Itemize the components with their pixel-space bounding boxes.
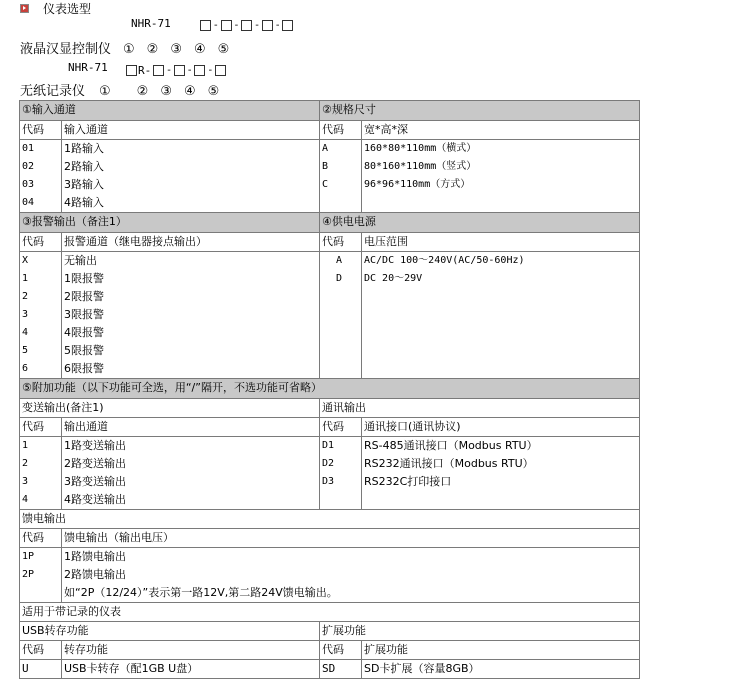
code: 2	[22, 458, 29, 469]
circle-5: ⑤	[207, 84, 220, 99]
input-descs	[62, 140, 320, 213]
comm-descs	[362, 437, 640, 510]
code-box	[215, 65, 226, 76]
code: 2P	[22, 569, 35, 580]
model1-code-boxes: - - - -	[200, 20, 293, 31]
desc-header: 扩展功能	[362, 641, 640, 660]
desc: 5限报警	[64, 344, 104, 357]
desc-header: 报警通道（继电器接点输出）	[62, 233, 320, 252]
size-codes	[320, 140, 362, 213]
desc: 1路馈电输出	[64, 550, 126, 563]
model1-prefix: NHR-71	[131, 17, 171, 30]
circle-5: ⑤	[217, 42, 230, 57]
code: 4	[22, 327, 29, 338]
code: 6	[22, 363, 29, 374]
section-size-title: ②规格尺寸	[320, 101, 640, 121]
desc: 3限报警	[64, 308, 104, 321]
model2-r-text: R-	[138, 64, 152, 77]
desc: 1路变送输出	[64, 439, 126, 452]
circle-2: ②	[136, 84, 149, 99]
section-power-title: ④供电电源	[320, 213, 640, 233]
desc-header: 电压范围	[362, 233, 640, 252]
code-header: 代码	[320, 233, 362, 252]
code: 2	[22, 291, 29, 302]
code-header: 代码	[20, 641, 62, 660]
usb-desc: USB卡转存（配1GB U盘）	[62, 660, 320, 679]
transmit-codes	[20, 437, 62, 510]
code-header: 代码	[20, 121, 62, 140]
desc: 3路变送输出	[64, 475, 126, 488]
alarm-descs	[62, 252, 320, 379]
desc: 4限报警	[64, 326, 104, 339]
code-box	[262, 20, 273, 31]
desc: AC/DC 100～240V(AC/50-60Hz)	[364, 255, 525, 266]
desc: 6限报警	[64, 362, 104, 375]
model1-label-row	[20, 38, 229, 57]
desc: 无输出	[64, 254, 97, 267]
desc-header: 宽*高*深	[362, 121, 640, 140]
code: 3	[22, 476, 29, 487]
model2-prefix: NHR-71	[68, 61, 108, 74]
bullet-arrow-icon	[20, 4, 29, 13]
model2-code-boxes: R- - - -	[126, 64, 226, 77]
desc: 160*80*110mm（横式）	[364, 143, 477, 154]
code-header: 代码	[320, 641, 362, 660]
desc: 4路变送输出	[64, 493, 126, 506]
code: D2	[322, 458, 335, 469]
code-box	[241, 20, 252, 31]
desc-header: 输入通道	[62, 121, 320, 140]
desc: RS232通讯接口（Modbus RTU）	[364, 457, 534, 470]
code-box	[194, 65, 205, 76]
model1-label: 液晶汉显控制仪	[20, 42, 112, 57]
ext-code: SD	[320, 660, 362, 679]
circle-4: ④	[183, 84, 196, 99]
code: C	[322, 179, 329, 190]
desc: RS232C打印接口	[364, 475, 452, 488]
transmit-descs	[62, 437, 320, 510]
size-descs	[362, 140, 640, 213]
recorder-title: 适用于带记录的仪表	[20, 603, 640, 622]
feed-codes	[20, 548, 62, 603]
page-title: 仪表选型	[43, 1, 92, 16]
usb-code: U	[20, 660, 62, 679]
desc-header: 通讯接口(通讯协议)	[362, 418, 640, 437]
transmit-title: 变送输出(备注1)	[20, 399, 320, 418]
ext-title: 扩展功能	[320, 622, 640, 641]
code: D	[336, 273, 343, 284]
power-codes	[320, 252, 362, 379]
desc: 2路馈电输出	[64, 568, 126, 581]
circle-3: ③	[160, 84, 172, 99]
code: 5	[22, 345, 29, 356]
model2-label-row	[20, 80, 219, 99]
code: 04	[22, 197, 35, 208]
feed-title: 馈电输出	[20, 510, 640, 529]
desc-header: 转存功能	[62, 641, 320, 660]
code: 3	[22, 309, 29, 320]
alarm-codes	[20, 252, 62, 379]
ext-desc: SD卡扩展（容量8GB）	[362, 660, 640, 679]
code: A	[322, 143, 329, 154]
model2-label: 无纸记录仪	[20, 84, 86, 99]
feed-note: 如“2P（12/24）”表示第一路12V,第二路24V馈电输出。	[64, 586, 338, 599]
desc: 3路输入	[64, 178, 104, 191]
desc: 1路输入	[64, 142, 104, 155]
section-alarm-title: ③报警输出（备注1）	[20, 213, 320, 233]
desc: 2限报警	[64, 290, 104, 303]
code: D3	[322, 476, 335, 487]
desc-header: 馈电输出（输出电压）	[62, 529, 640, 548]
desc: 4路输入	[64, 196, 104, 209]
circle-2: ②	[146, 42, 159, 57]
code-header: 代码	[20, 529, 62, 548]
code: A	[336, 255, 343, 266]
power-descs	[362, 252, 640, 379]
code-box	[174, 65, 185, 76]
code: 1P	[22, 551, 35, 562]
feed-descs	[62, 548, 640, 603]
comm-codes	[320, 437, 362, 510]
desc: 2路变送输出	[64, 457, 126, 470]
code: B	[322, 161, 329, 172]
code-box	[200, 20, 211, 31]
circle-3: ③	[170, 42, 182, 57]
code: D1	[322, 440, 335, 451]
code: 1	[22, 273, 29, 284]
desc: 1限报警	[64, 272, 104, 285]
desc: 2路输入	[64, 160, 104, 173]
input-codes	[20, 140, 62, 213]
title-row	[20, 1, 91, 15]
code-box	[282, 20, 293, 31]
code-box	[221, 20, 232, 31]
code: 02	[22, 161, 35, 172]
code-header: 代码	[320, 418, 362, 437]
code-box	[153, 65, 164, 76]
code: X	[22, 255, 29, 266]
section-input-channel-title: ①输入通道	[20, 101, 320, 121]
comm-title: 通讯输出	[320, 399, 640, 418]
desc: DC 20～29V	[364, 273, 423, 284]
circle-4: ④	[193, 42, 206, 57]
code: 03	[22, 179, 35, 190]
section-additional-title: ⑤附加功能（以下功能可全选，用“/”隔开，不选功能可省略）	[20, 379, 640, 399]
spec-table	[19, 100, 640, 679]
circle-1: ①	[123, 42, 135, 57]
desc: RS-485通讯接口（Modbus RTU）	[364, 439, 538, 452]
usb-title: USB转存功能	[20, 622, 320, 641]
desc: 80*160*110mm（竖式）	[364, 161, 477, 172]
circle-1: ①	[99, 84, 111, 99]
code: 01	[22, 143, 35, 154]
code: 1	[22, 440, 29, 451]
model-selection-header	[0, 0, 730, 100]
desc-header: 输出通道	[62, 418, 320, 437]
code-header: 代码	[320, 121, 362, 140]
desc: 96*96*110mm（方式）	[364, 179, 471, 190]
code-box	[126, 65, 137, 76]
code: 4	[22, 494, 29, 505]
code-header: 代码	[20, 233, 62, 252]
code-header: 代码	[20, 418, 62, 437]
